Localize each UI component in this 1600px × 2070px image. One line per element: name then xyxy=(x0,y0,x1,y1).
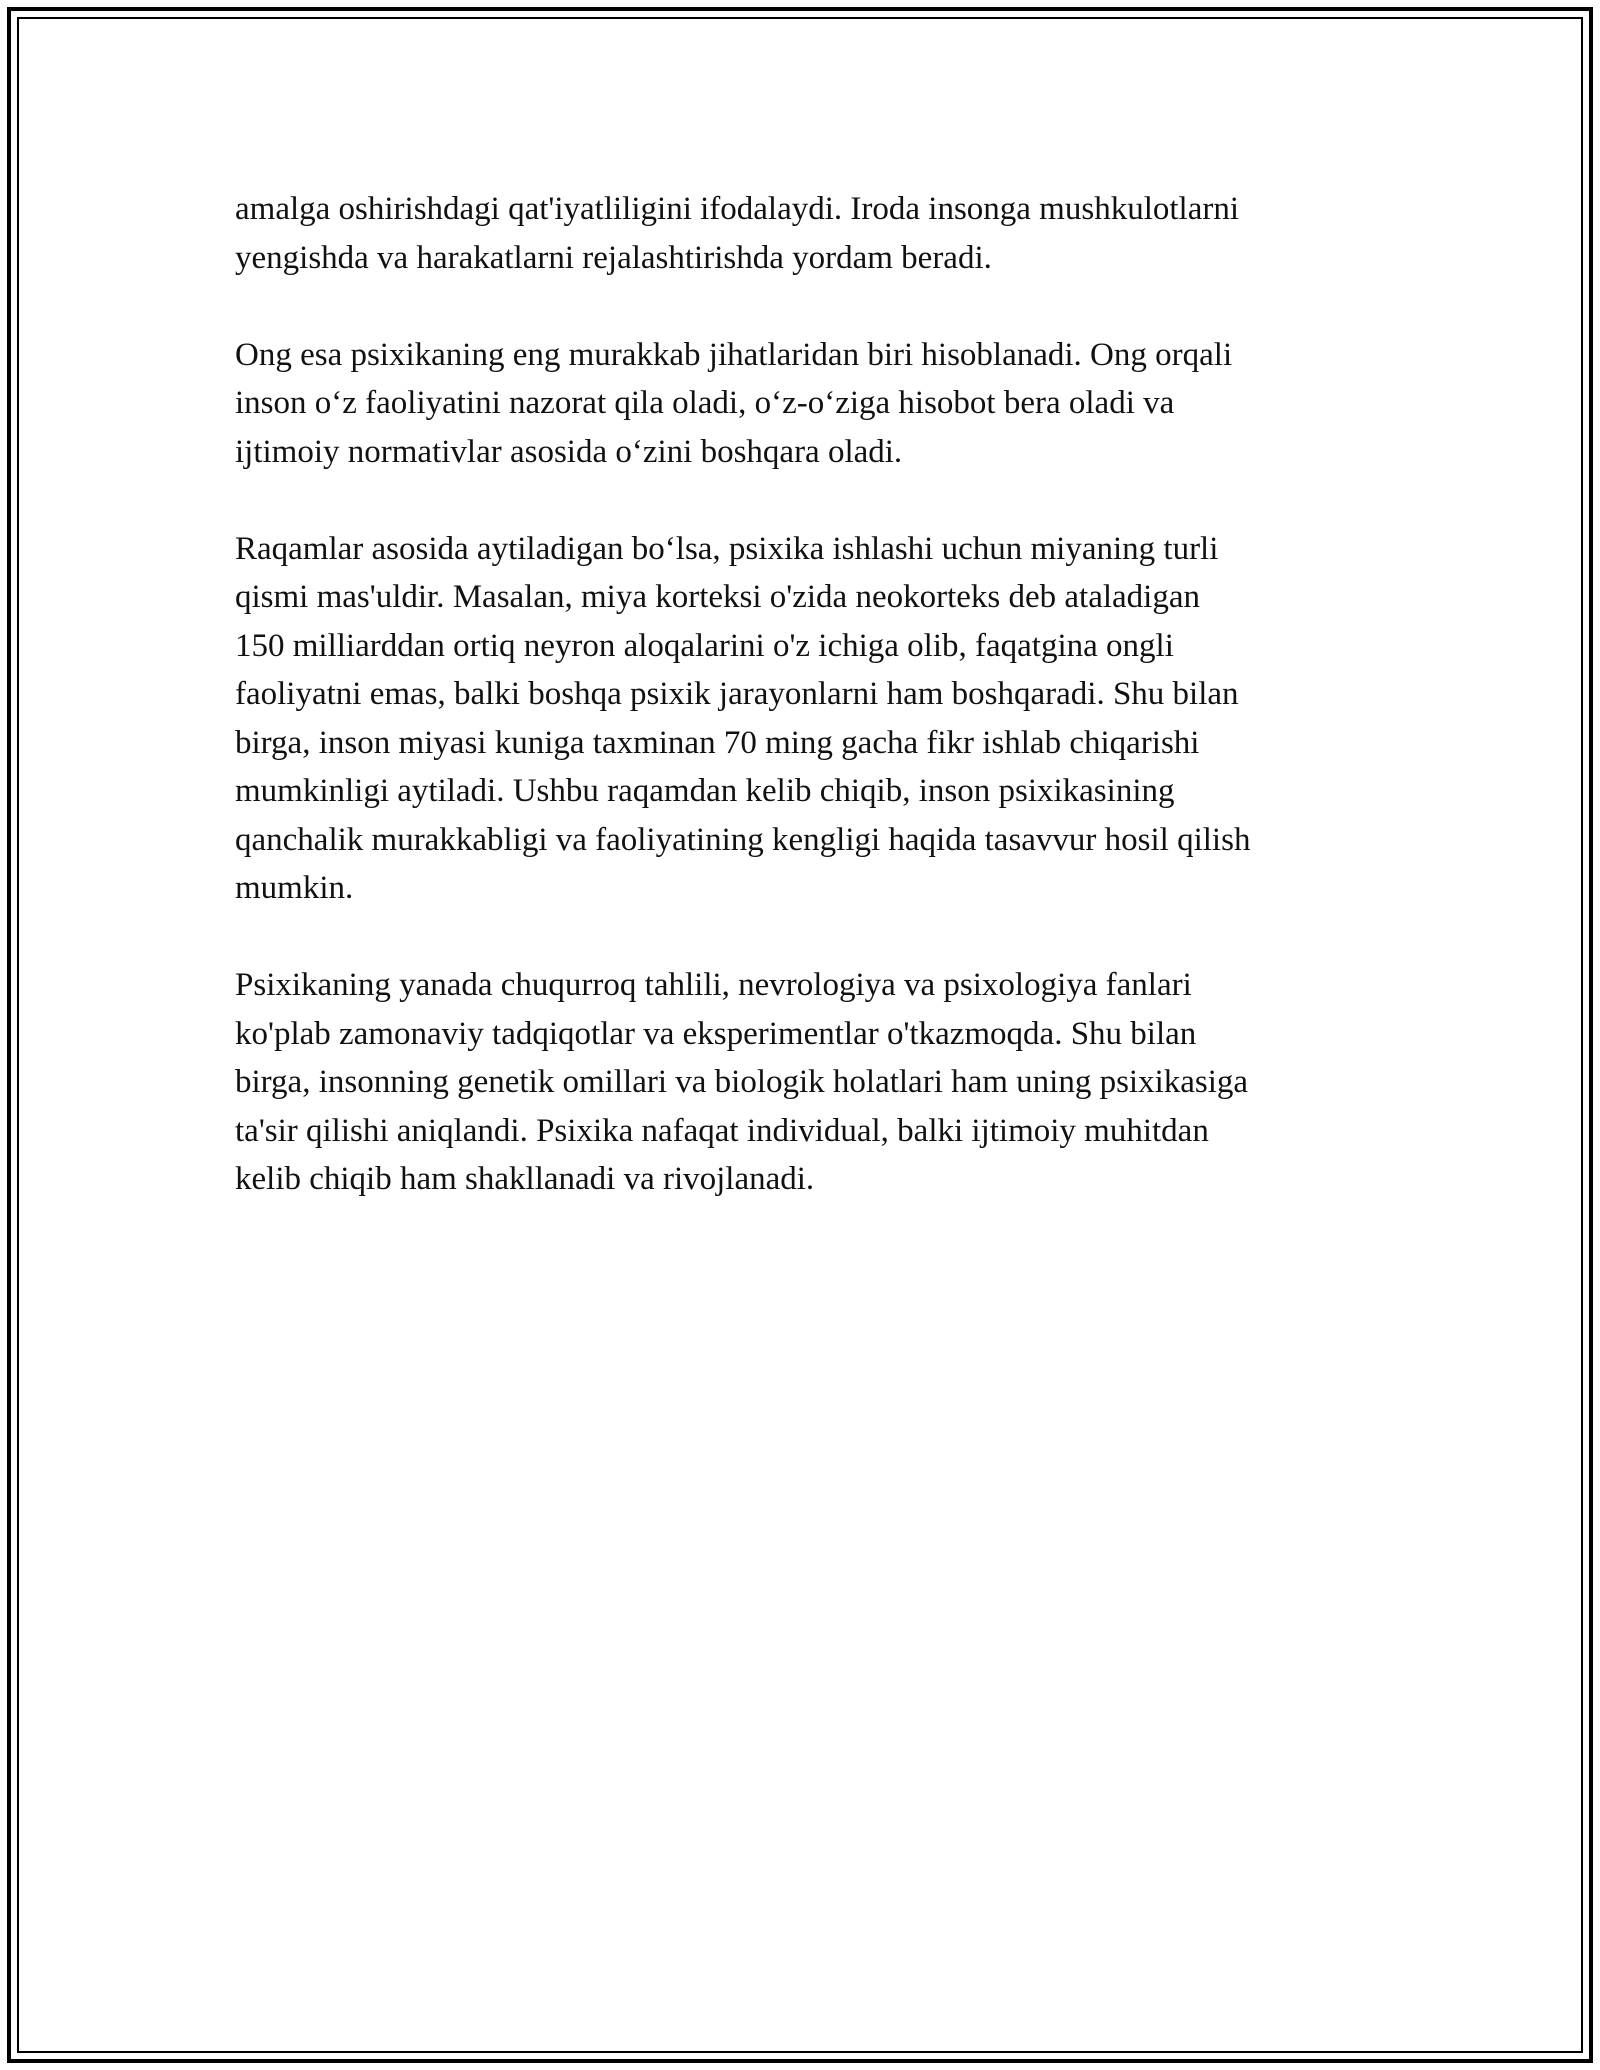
paragraph-raqamlar xyxy=(235,525,1375,913)
text-line: mumkinligi aytiladi. Ushbu raqamdan kelib chiqib, inson psixikasining xyxy=(235,773,1175,809)
text-line: birga, inson miyasi kuniga taxminan 70 ming gacha fikr ishlab chiqarishi xyxy=(235,724,1200,761)
document-body xyxy=(235,185,1375,1204)
text-line: Ong esa psixikaning eng murakkab jihatlaridan biri hisoblanadi. Ong orqali xyxy=(235,336,1233,373)
text-line: birga, insonning genetik omillari va biologik holatlari ham uning psixikasiga xyxy=(235,1064,1249,1100)
text-line: mumkin. xyxy=(235,870,354,906)
paragraph-tahlil xyxy=(235,961,1375,1204)
text-line: Raqamlar asosida aytiladigan bo‘lsa, psixika ishlashi uchun miyaning turli xyxy=(235,530,1219,567)
text-line: ta'sir qilishi aniqlandi. Psixika nafaqat individual, balki ijtimoiy muhitdan xyxy=(235,1112,1209,1149)
text-line: ko'plab zamonaviy tadqiqotlar va eksperimentlar o'tkazmoqda. Shu bilan xyxy=(235,1015,1197,1052)
paragraph-ong xyxy=(235,331,1375,477)
text-line: qanchalik murakkabligi va faoliyatining kengligi haqida tasavvur hosil qilish xyxy=(235,821,1251,858)
text-line: 150 milliarddan ortiq neyron aloqalarini o'z ichiga olib, faqatgina ongli xyxy=(235,627,1174,664)
paragraph-iroda xyxy=(235,185,1375,282)
text-line: inson o‘z faoliyatini nazorat qila oladi, o‘z-o‘ziga hisobot bera oladi va xyxy=(235,385,1175,421)
text-line: kelib chiqib ham shakllanadi va rivojlanadi. xyxy=(235,1161,815,1197)
text-line: Psixikaning yanada chuqurroq tahlili, nevrologiya va psixologiya fanlari xyxy=(235,967,1192,1003)
text-line: ijtimoiy normativlar asosida o‘zini boshqara oladi. xyxy=(235,433,903,470)
text-line: faoliyatni emas, balki boshqa psixik jarayonlarni ham boshqaradi. Shu bilan xyxy=(235,676,1239,712)
text-line: amalga oshirishdagi qat'iyatliligini ifodalaydi. Iroda insonga mushkulotlarni xyxy=(235,191,1240,227)
text-line: qismi mas'uldir. Masalan, miya korteksi o'zida neokorteks deb ataladigan xyxy=(235,579,1200,615)
text-line: yengishda va harakatlarni rejalashtirishda yordam beradi. xyxy=(235,239,992,276)
